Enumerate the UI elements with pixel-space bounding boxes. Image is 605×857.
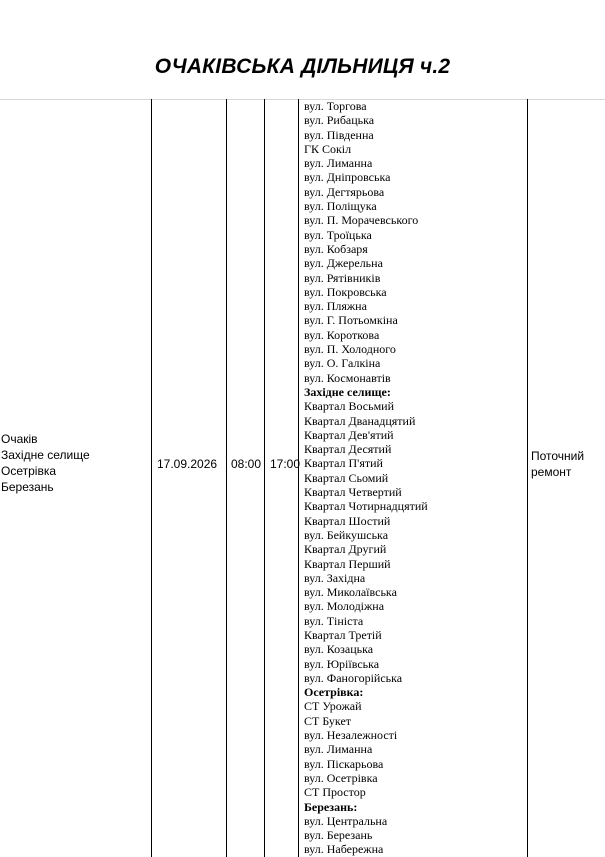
street-item: вул. Миколаївська xyxy=(304,585,397,600)
streets-cell xyxy=(304,99,428,857)
street-item: Квартал Восьмий xyxy=(304,399,395,414)
street-item: СТ Букет xyxy=(304,713,352,728)
street-item: Квартал Шостий xyxy=(304,513,391,528)
street-item: СТ Урожай xyxy=(304,699,362,714)
street-item: вул. Торгова xyxy=(304,99,367,113)
street-item: вул. Березань xyxy=(304,828,373,843)
street-item: Квартал Сьомий xyxy=(304,470,389,485)
locality-header: Березань: xyxy=(304,799,358,814)
page-title: ОЧАКІВСЬКА ДІЛЬНИЦЯ ч.2 xyxy=(154,55,451,78)
street-item: вул. Пляжна xyxy=(304,299,367,314)
street-item: ГК Сокіл xyxy=(304,141,352,156)
street-item: вул. Лиманна xyxy=(304,742,373,757)
street-item: вул. Козацька xyxy=(304,642,374,657)
locality-header: Осетрівка: xyxy=(304,685,364,700)
street-item: Квартал Другий xyxy=(304,542,387,557)
street-item: вул. Короткова xyxy=(304,327,380,342)
street-item: Квартал Десятий xyxy=(304,442,392,457)
date-cell: 17.09.2026 xyxy=(157,457,218,471)
street-item: Квартал П'ятий xyxy=(304,456,383,471)
place-name: Очаків xyxy=(1,432,38,446)
street-item: вул. Рятівників xyxy=(304,270,381,285)
work-type-cell xyxy=(531,448,584,480)
column-divider xyxy=(226,99,227,857)
street-item: вул. Кобзаря xyxy=(304,241,368,256)
street-item: вул. Фаногорійська xyxy=(304,670,403,685)
street-item: вул. Джерельна xyxy=(304,256,383,271)
places-cell xyxy=(1,431,90,495)
street-item: Квартал Дванадцятий xyxy=(304,413,416,428)
street-item: вул. Західна xyxy=(304,570,366,585)
time-end-cell: 17:00 xyxy=(270,457,301,471)
street-item: вул. Г. Потьомкіна xyxy=(304,313,398,328)
column-divider xyxy=(264,99,265,857)
column-divider xyxy=(151,99,152,857)
street-item: Квартал Дев'ятий xyxy=(304,427,394,442)
street-item: вул. Піскарьова xyxy=(304,756,384,771)
street-item: Квартал Третій xyxy=(304,627,382,642)
table-top-border xyxy=(0,99,605,100)
street-item: вул. П. Холодного xyxy=(304,342,396,357)
street-item: вул. Південна xyxy=(304,127,374,142)
street-item: вул. Дніпровська xyxy=(304,170,391,185)
street-item: вул. Молодіжна xyxy=(304,599,385,614)
street-item: вул. Дегтярьова xyxy=(304,184,385,199)
street-item: вул. Троїцька xyxy=(304,227,372,242)
street-item: Квартал Чотирнадцятий xyxy=(304,499,428,514)
place-name: Осетрівка xyxy=(1,464,57,478)
street-item: вул. Рибацька xyxy=(304,113,375,128)
street-item: вул. Центральна xyxy=(304,813,388,828)
street-item: СТ Простор xyxy=(304,785,366,800)
street-item: вул. Космонавтів xyxy=(304,370,391,385)
street-item: Квартал Четвертий xyxy=(304,485,402,500)
street-item: вул. Лиманна xyxy=(304,156,373,171)
street-item: вул. Покровська xyxy=(304,284,387,299)
street-item: вул. П. Морачевського xyxy=(304,213,419,228)
street-item: вул. Незалежності xyxy=(304,728,398,743)
locality-header: Західне селище: xyxy=(304,384,391,399)
street-item: вул. Бейкушська xyxy=(304,527,389,542)
street-item: вул. О. Галкіна xyxy=(304,356,381,371)
place-name: Березань xyxy=(1,480,54,494)
column-divider xyxy=(527,99,528,857)
place-name: Західне селище xyxy=(1,448,90,462)
street-item: вул. Осетрівка xyxy=(304,770,378,785)
work-type-line: Поточний xyxy=(531,449,585,463)
street-item: вул. Поліщука xyxy=(304,199,377,214)
street-item: Квартал Перший xyxy=(304,556,391,571)
street-item: вул. Юріївська xyxy=(304,656,380,671)
column-divider xyxy=(298,99,299,857)
work-type-line: ремонт xyxy=(531,465,572,479)
street-item: вул. Набережна xyxy=(304,842,384,857)
street-item: вул. Тініста xyxy=(304,613,364,628)
time-start-cell: 08:00 xyxy=(231,457,262,471)
